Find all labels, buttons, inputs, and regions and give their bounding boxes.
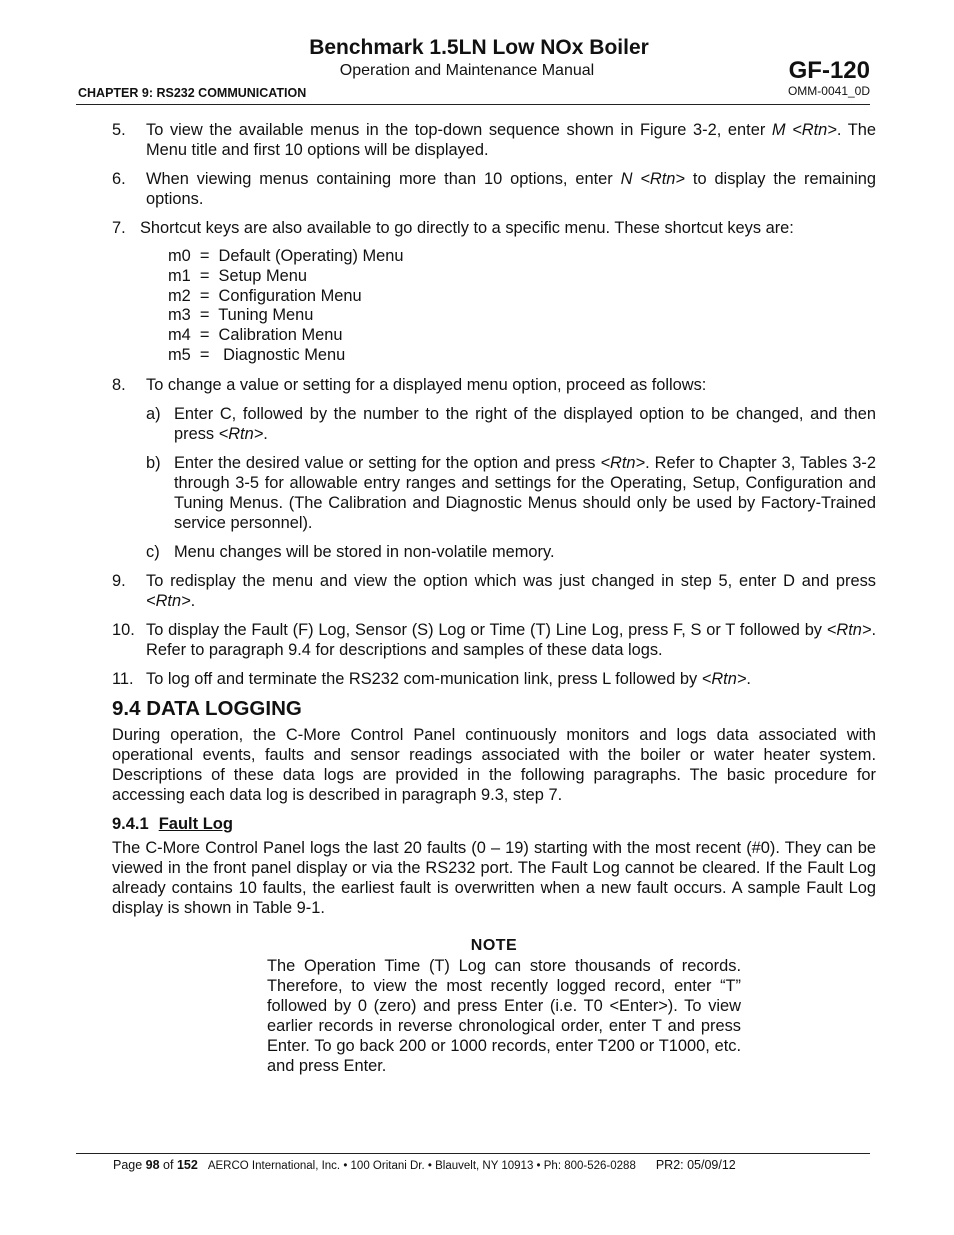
step-text: . — [263, 424, 268, 443]
footer-address: AERCO International, Inc. • 100 Oritani Dr. • Blauvelt, NY 10913 • Ph: 800-526-0288 — [207, 1160, 636, 1172]
substep-label: c) — [146, 542, 160, 561]
step-text: to display the remaining options. — [146, 170, 876, 208]
step-number: 7. — [112, 219, 126, 237]
page-number: 98 — [145, 1158, 160, 1172]
header-chapter: CHAPTER 9: RS232 COMMUNICATION — [78, 86, 307, 100]
step-key: <Rtn> — [826, 620, 872, 639]
step-text: Enter the desired value or setting for the option and press — [174, 453, 601, 472]
shortcut-item: m5 = Diagnostic Menu — [168, 345, 346, 364]
step-8 — [112, 375, 876, 395]
step-key: <Rtn> — [701, 669, 747, 688]
step-text: . The Menu title and first 10 options will be displayed. — [146, 121, 876, 159]
step-text: To view the available menus in the top-down sequence shown in Figure 3-2, enter — [146, 121, 772, 139]
footer — [113, 1158, 736, 1172]
note-body: The Operation Time (T) Log can store thousands of records. Therefore, to view the most recently logged record, enter “T” followed by 0 (zero) and press Enter (i.e. T0 <Enter>). To view earlier records in reverse chronological order, enter T and press Enter. To go back 200 or 1000 records, enter T200 or T1000, etc. and press Enter. — [267, 956, 741, 1075]
footer-page-word: Page — [113, 1158, 146, 1172]
step-10 — [112, 620, 876, 660]
note-title: NOTE — [470, 936, 518, 954]
step-key: <Rtn> — [146, 591, 191, 610]
step-text: . Refer to Chapter 3, Tables 3-2 through 3-5 for allowable entry ranges and settings for the Operating, Setup, Configuration and Tuning Menus. (The Calibration and Diagnostic Menus should only be used by Factory-Trained service personnel). — [174, 453, 876, 532]
step-number: 10. — [112, 620, 135, 639]
step-text: To display the Fault (F) Log, Sensor (S) Log or Time (T) Line Log, press F, S or T followed by — [146, 620, 827, 639]
step-8a — [112, 404, 876, 444]
section-body: During operation, the C-More Control Panel continuously monitors and logs data associated with operational events, faults and sensor readings associated with the boiler or water heater system. Descriptions of these data logs are provided in the following paragraphs. The basic procedure for accessing each data log is described in paragraph 9.3, step 7. — [112, 725, 876, 804]
header-doc-code: GF-120 — [788, 57, 870, 84]
step-key: M <Rtn> — [771, 121, 837, 139]
shortcut-item: m2 = Configuration Menu — [168, 286, 362, 305]
step-text: To log off and terminate the RS232 com-munication link, press L followed by — [146, 669, 702, 688]
step-6 — [112, 169, 876, 209]
step-number: 11. — [112, 669, 134, 688]
header-subtitle: Operation and Maintenance Manual — [339, 62, 595, 79]
step-number: 8. — [112, 375, 126, 394]
step-9 — [112, 571, 876, 611]
shortcut-item: m4 = Calibration Menu — [168, 326, 343, 345]
step-text: . Refer to paragraph 9.4 for descriptions and samples of these data logs. — [146, 620, 876, 659]
step-text: To redisplay the menu and view the option which was just changed in step 5, enter D and press — [146, 571, 876, 590]
step-key: <Rtn> — [600, 453, 646, 472]
substep-label: a) — [146, 404, 161, 423]
step-11 — [112, 669, 876, 689]
step-key: N <Rtn> — [620, 170, 685, 188]
page-total: 152 — [176, 1158, 198, 1172]
step-5 — [112, 120, 876, 160]
substep-label: b) — [146, 453, 161, 472]
footer-of-word: of — [159, 1158, 177, 1172]
step-text: Shortcut keys are also available to go directly to a specific menu. These shortcut keys are: — [140, 219, 794, 237]
header-doc-number: OMM-0041_0D — [787, 84, 870, 98]
section-heading: 9.4 DATA LOGGING — [112, 696, 302, 720]
subsection-body: The C-More Control Panel logs the last 20 faults (0 – 19) starting with the most recent (#0). They can be viewed in the front panel display or via the RS232 port. The Fault Log cannot be cleared. If the Fault Log already contains 10 faults, the earliest fault is overwritten when a new fault occurs. A sample Fault Log display is shown in Table 9-1. — [112, 838, 876, 917]
footer-rule — [76, 1153, 870, 1154]
shortcut-list — [112, 247, 876, 366]
page-content — [112, 120, 876, 1076]
step-text: To change a value or setting for a displayed menu option, proceed as follows: — [146, 375, 707, 394]
step-text: When viewing menus containing more than 10 options, enter — [146, 170, 621, 188]
shortcut-item: m1 = Setup Menu — [168, 266, 307, 285]
step-number: 6. — [112, 170, 126, 188]
step-7 — [112, 218, 876, 238]
step-text: . — [746, 669, 751, 688]
shortcut-item: m3 = Tuning Menu — [168, 306, 314, 325]
subsection-number: 9.4.1 — [112, 814, 149, 833]
subsection-title: Fault Log — [158, 814, 233, 833]
step-key: <Rtn> — [218, 424, 264, 443]
step-number: 5. — [112, 121, 126, 139]
step-number: 9. — [112, 571, 126, 590]
header-rule — [76, 104, 870, 105]
step-8b — [112, 453, 876, 533]
header-title: Benchmark 1.5LN Low NOx Boiler — [309, 36, 649, 59]
subsection-heading — [112, 814, 876, 834]
shortcut-item: m0 = Default (Operating) Menu — [168, 247, 404, 265]
step-8c — [112, 542, 876, 562]
step-text: . — [190, 591, 196, 610]
step-text: Menu changes will be stored in non-volatile memory. — [174, 542, 555, 561]
step-text: Enter C, followed by the number to the right of the displayed option to be changed, and then press — [174, 404, 876, 443]
footer-revision: PR2: 05/09/12 — [655, 1158, 736, 1172]
